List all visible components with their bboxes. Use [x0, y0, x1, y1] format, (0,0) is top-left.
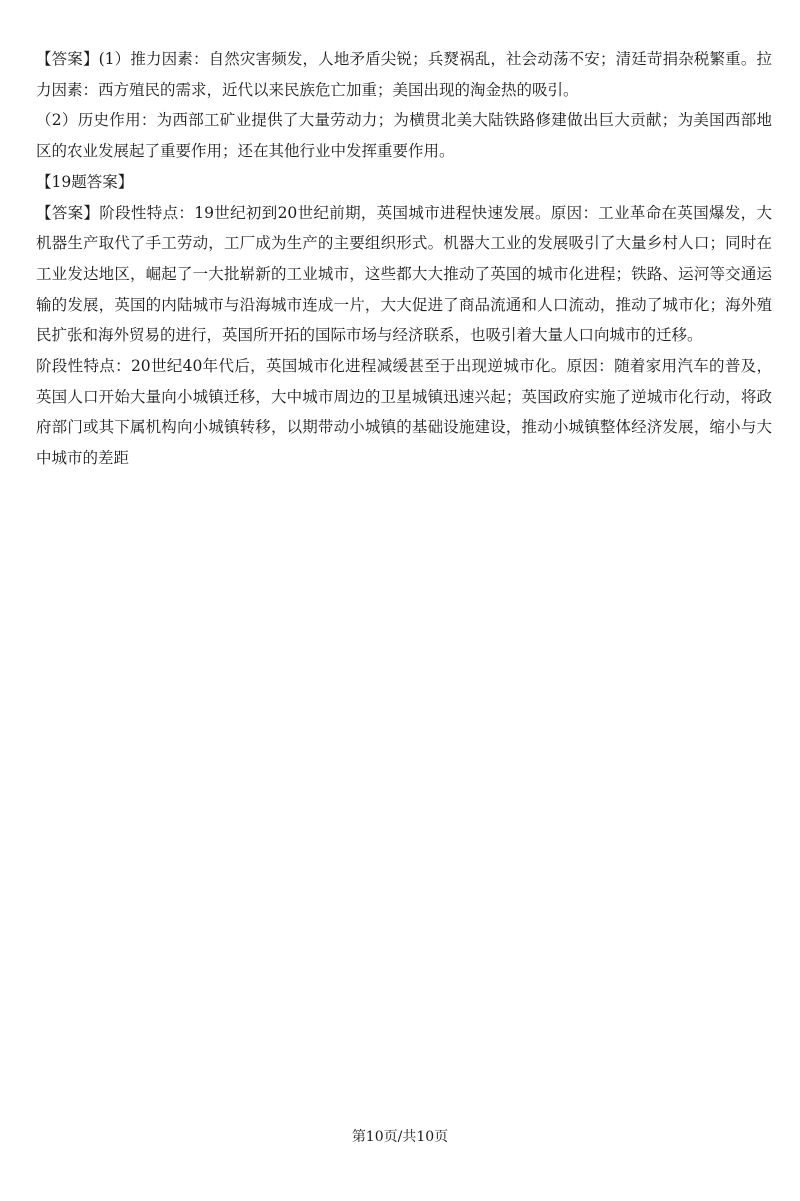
- page-number-footer: 第10页/共10页: [351, 1129, 449, 1145]
- answer-19-stage1: 【答案】阶段性特点：19世纪初到20世纪前期，英国城市进程快速发展。原因：工业革命在英国爆发，大机器生产取代了手工劳动，工厂成为生产的主要组织形式。机器大工业的发展吸引了大量乡村人口；同时在工业发达地区，崛起了一大批崭新的工业城市，这些都大大推动了英国的城市化进程；铁路、运河等交通运输的发展，英国的内陆城市与沿海城市连成一片，大大促进了商品流通和人口流动，推动了城市化；海外殖民扩张和海外贸易的进行，英国所开拓的国际市场与经济联系，也吸引着大量人口向城市的迁移。: [36, 203, 772, 345]
- answer-18-part2: （2）历史作用：为西部工矿业提供了大量劳动力；为横贯北美大陆铁路修建做出巨大贡献；为美国西部地区的农业发展起了重要作用；还在其他行业中发挥重要作用。: [36, 111, 772, 161]
- question-19-heading: 【19题答案】: [36, 172, 134, 191]
- answer-content: [36, 44, 772, 474]
- answer-18-part1: 【答案】(1）推力因素：自然灾害频发，人地矛盾尖锐；兵燹祸乱，社会动荡不安；清廷苛捐杂税繁重。拉力因素：西方殖民的需求，近代以来民族危亡加重；美国出现的淘金热的吸引。: [36, 50, 772, 99]
- answer-19-stage2: 阶段性特点：20世纪40年代后，英国城市化进程减缓甚至于出现逆城市化。原因：随着家用汽车的普及，英国人口开始大量向小城镇迁移，大中城市周边的卫星城镇迅速兴起；英国政府实施了逆城市化行动，将政府部门或其下属机构向小城镇转移，以期带动小城镇的基础设施建设，推动小城镇整体经济发展，缩小与大中城市的差距: [36, 357, 772, 468]
